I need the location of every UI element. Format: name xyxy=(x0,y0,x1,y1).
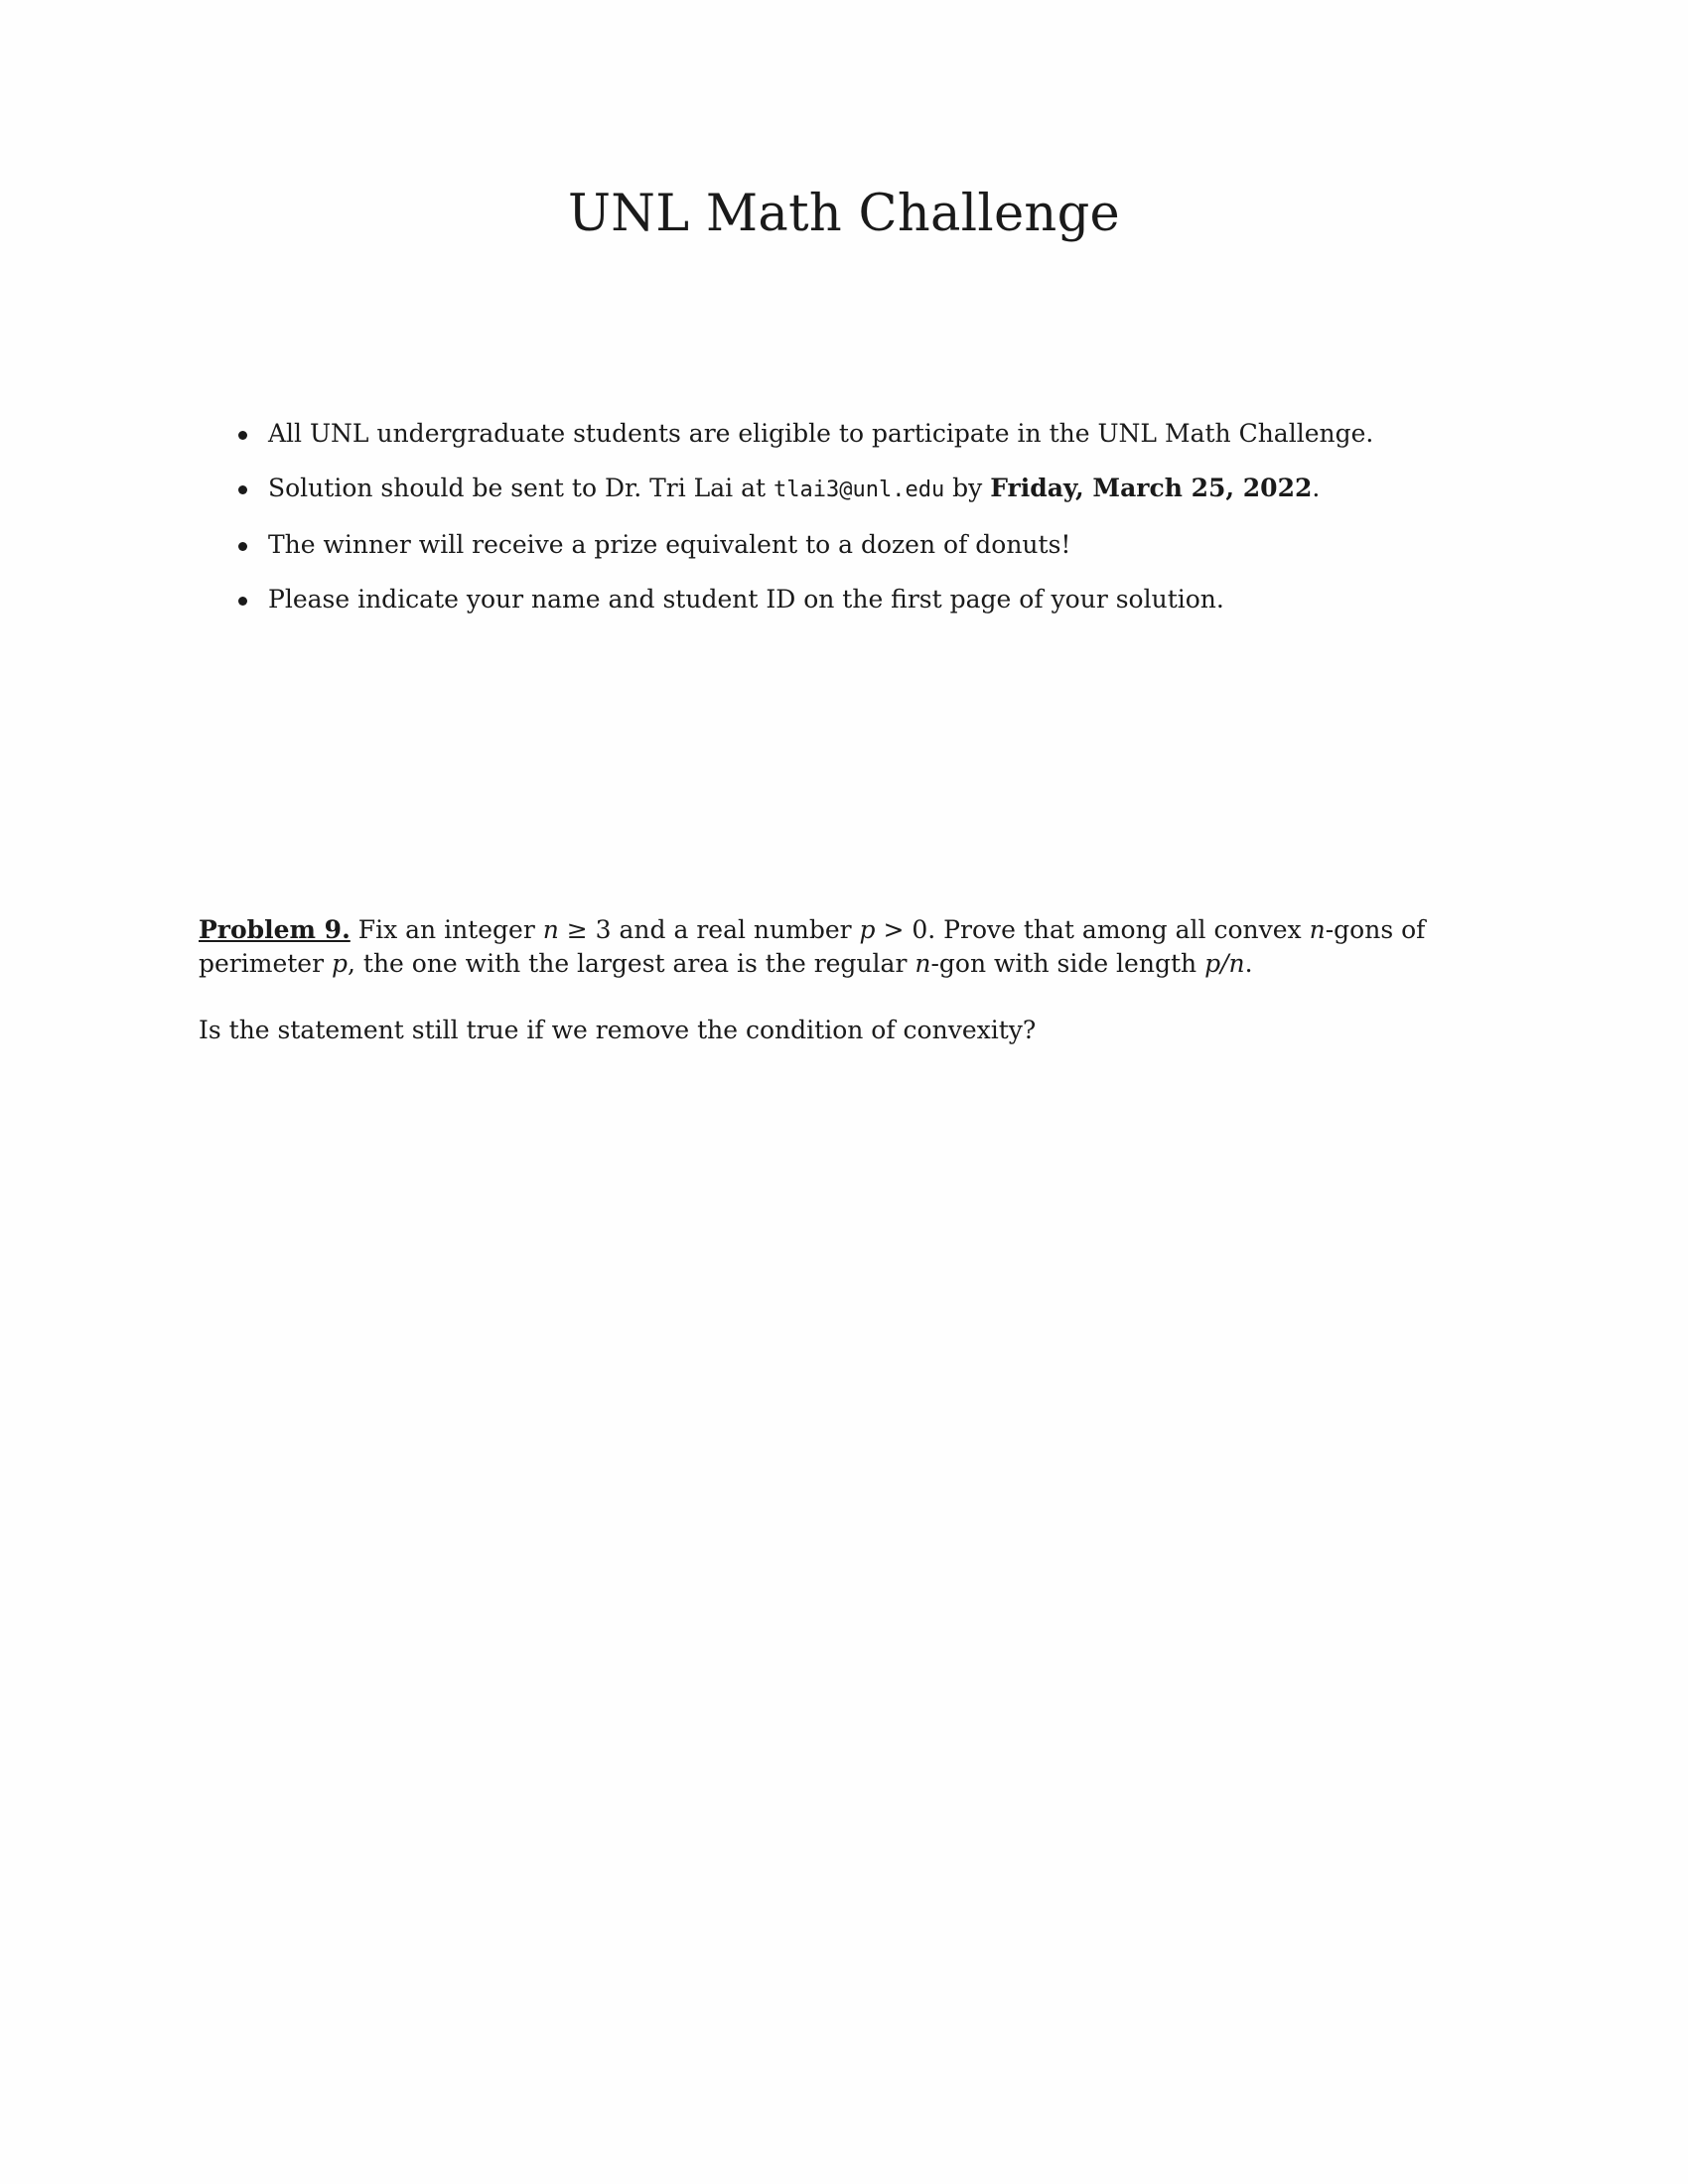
problem-text: > 0. Prove that among all convex xyxy=(875,915,1310,944)
submission-text-by: by xyxy=(944,474,991,502)
submission-text-end: . xyxy=(1312,474,1321,502)
problem-statement xyxy=(199,913,1494,981)
bullet-icon xyxy=(238,431,247,440)
list-item xyxy=(236,583,1458,615)
bullet-icon xyxy=(238,485,247,494)
problem-text: . xyxy=(1244,949,1253,978)
math-var: n xyxy=(914,949,931,978)
math-var: p xyxy=(859,915,876,944)
eligibility-text: All UNL undergraduate students are eligible to participate in the UNL Math Challenge. xyxy=(268,419,1374,448)
math-var: p xyxy=(331,949,348,978)
list-item xyxy=(236,472,1458,506)
bullet-icon xyxy=(238,542,247,551)
rules-list xyxy=(236,417,1458,637)
problem-text: -gons of perimeter xyxy=(199,915,1426,978)
problem-text: ≥ 3 and a real number xyxy=(558,915,860,944)
list-item xyxy=(236,417,1458,450)
math-var: p/n xyxy=(1204,949,1245,978)
deadline-date: Friday, March 25, 2022 xyxy=(990,474,1313,502)
problem-text: , the one with the largest area is the regular xyxy=(348,949,915,978)
email-address[interactable]: tlai3@unl.edu xyxy=(774,478,945,502)
list-item xyxy=(236,528,1458,561)
instructions-text: Please indicate your name and student ID on the first page of your solution. xyxy=(268,585,1224,614)
prize-text: The winner will receive a prize equivalent to a dozen of donuts! xyxy=(268,530,1071,559)
submission-text: Solution should be sent to Dr. Tri Lai at xyxy=(268,474,774,502)
followup-question: Is the statement still true if we remove the condition of convexity? xyxy=(199,1016,1037,1044)
math-var: n xyxy=(1309,915,1326,944)
problem-label: Problem 9. xyxy=(199,915,351,944)
math-var: n xyxy=(542,915,559,944)
problem-text: -gon with side length xyxy=(930,949,1205,978)
problem-text: Fix an integer xyxy=(350,915,543,944)
bullet-icon xyxy=(238,597,247,606)
page-title: UNL Math Challenge xyxy=(567,185,1120,243)
